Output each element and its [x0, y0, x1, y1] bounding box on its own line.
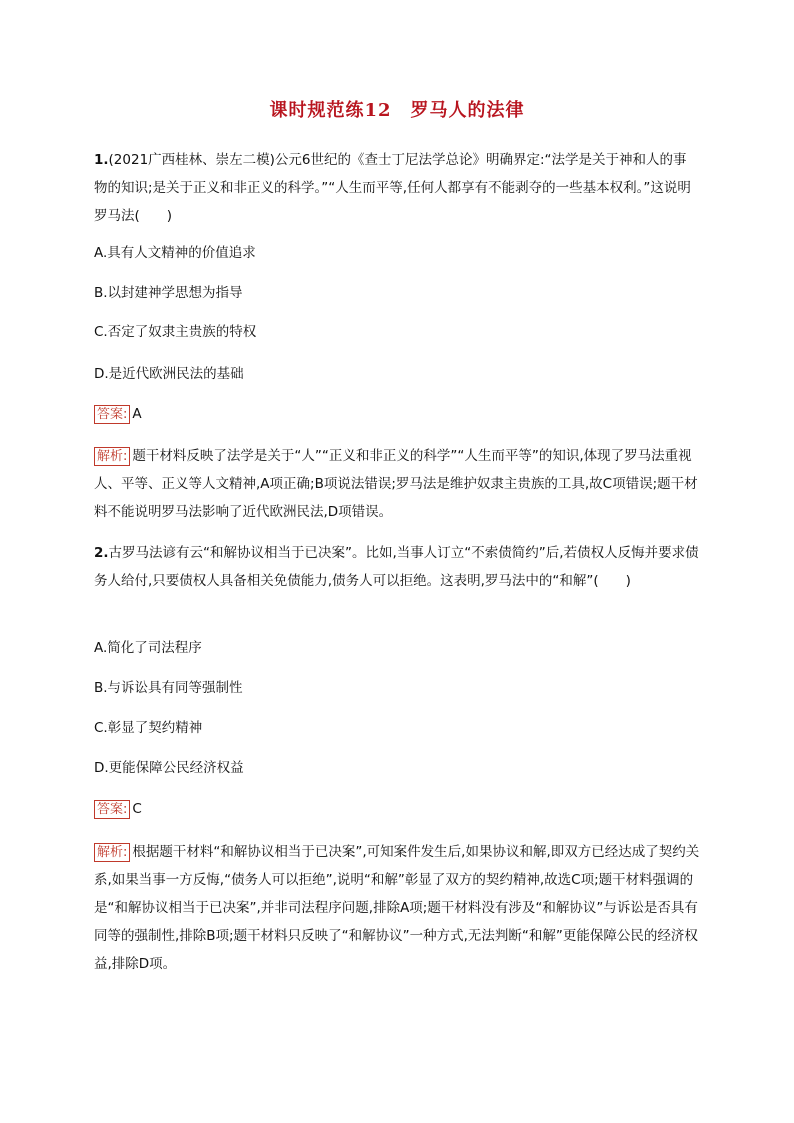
- explain-text: 题干材料反映了法学是关于“人”“正义和非正义的科学”“人生而平等”的知识,体现了罗马法重视人、平等、正义等人文精神,A项正确;B项说法错误;罗马法是维护奴隶主贵族的工具,故C项错误;题干材料不能说明罗马法影响了近代欧洲民法,D项错误。: [94, 448, 698, 520]
- answer-value: C: [132, 801, 142, 817]
- explain-text: 根据题干材料“和解协议相当于已决案”,可知案件发生后,如果协议和解,即双方已经达成了契约关系,如果当事一方反悔,“债务人可以拒绝”,说明“和解”彰显了双方的契约精神,故选C项;题干材料强调的是“和解协议相当于已决案”,并非司法程序问题,排除A项;题干材料没有涉及“和解协议”与诉讼是否具有同等的强制性,排除B项;题干材料只反映了“和解协议”一种方式,无法判断“和解”更能保障公民的经济权益,排除D项。: [94, 844, 700, 972]
- question-number: 1.: [94, 152, 109, 168]
- question-1-stem: [94, 146, 700, 230]
- question-2-explanation: [94, 838, 700, 978]
- question-text: (2021广西桂林、崇左二模)公元6世纪的《查士丁尼法学总论》明确界定:“法学是关于神和人的事物的知识;是关于正义和非正义的科学。”“人生而平等,任何人都享有不能剥夺的一些基本权利。”这说明罗马法( ): [94, 152, 691, 224]
- answer-label: 答案:: [94, 405, 130, 424]
- question-1-option-a: A.具有人文精神的价值追求: [94, 245, 256, 261]
- question-2-stem: [94, 539, 700, 595]
- question-1-explanation: [94, 442, 700, 526]
- question-2-option-c: C.彰显了契约精神: [94, 720, 203, 736]
- question-text: 古罗马法谚有云“和解协议相当于已决案”。比如,当事人订立“不索债简约”后,若债权人反悔并要求债务人给付,只要债权人具备相关免债能力,债务人可以拒绝。这表明,罗马法中的“和解”( ): [94, 545, 699, 589]
- question-1-option-d: D.是近代欧洲民法的基础: [94, 366, 244, 382]
- question-1-option-b: B.以封建神学思想为指导: [94, 285, 243, 301]
- explain-label: 解析:: [94, 843, 130, 862]
- explain-label: 解析:: [94, 447, 130, 466]
- question-1-option-c: C.否定了奴隶主贵族的特权: [94, 324, 257, 340]
- question-number: 2.: [94, 545, 109, 561]
- page-title: 课时规范练12 罗马人的法律: [269, 100, 525, 121]
- question-2-answer: [94, 799, 142, 819]
- question-2-option-a: A.简化了司法程序: [94, 640, 202, 656]
- question-1-answer: [94, 404, 142, 424]
- question-2-option-d: D.更能保障公民经济权益: [94, 760, 244, 776]
- answer-value: A: [132, 406, 142, 422]
- answer-label: 答案:: [94, 800, 130, 819]
- question-2-option-b: B.与诉讼具有同等强制性: [94, 680, 243, 696]
